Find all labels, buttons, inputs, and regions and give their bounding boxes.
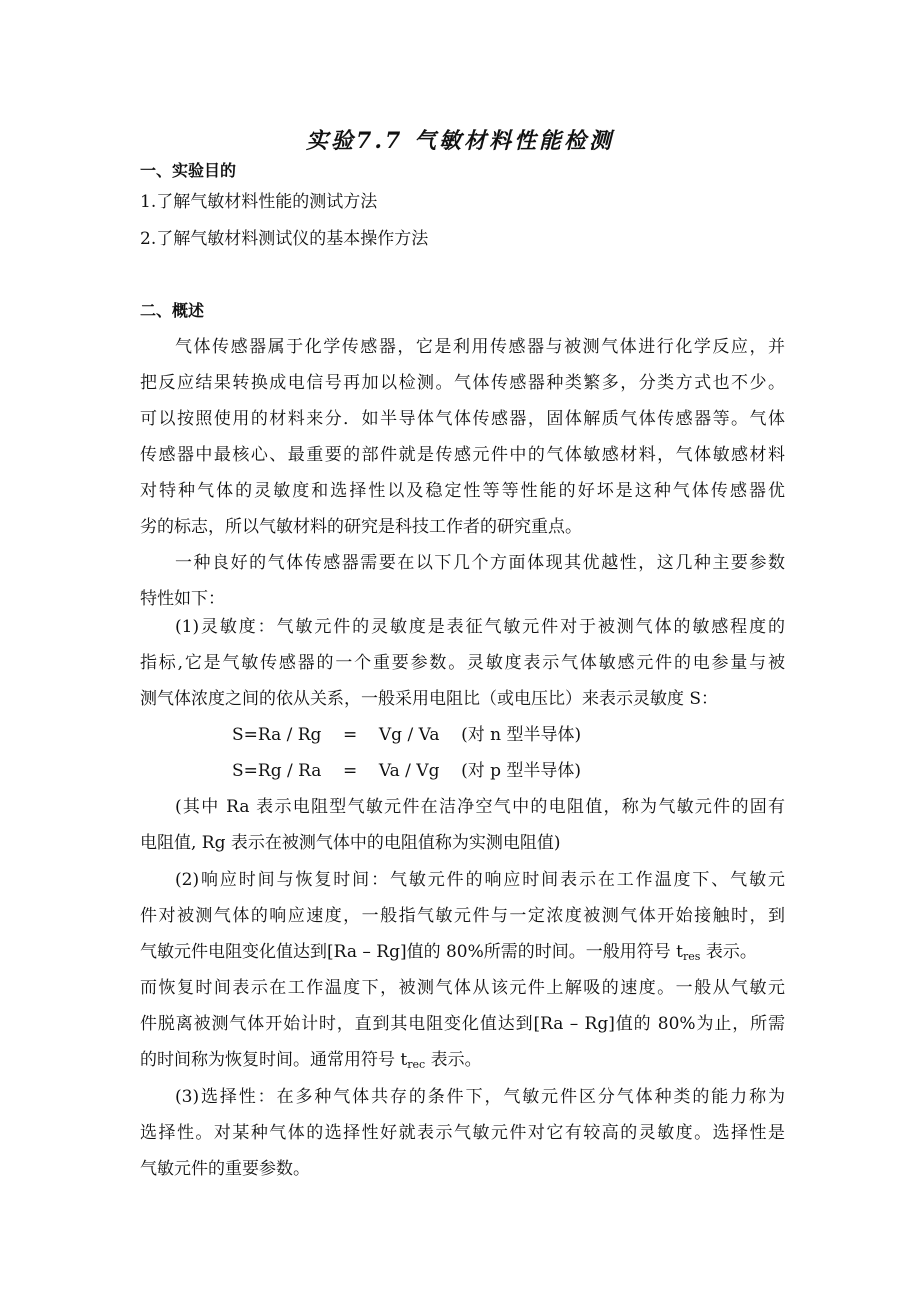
paragraph-line: (3)选择性：在多种气体共存的条件下，气敏元件区分气体种类的能力称为 [175, 1087, 785, 1107]
paragraph-line: 气敏元件电阻变化值达到[Ra – Rg]值的 80%所需的时间。一般用符号 $t_{res}$ 表示。 [140, 942, 757, 963]
paragraph-line: 而恢复时间表示在工作温度下，被测气体从该元件上解吸的速度。一般从气敏元 [140, 978, 785, 998]
paragraph-line: 选择性。对某种气体的选择性好就表示气敏元件对它有较高的灵敏度。选择性是 [140, 1123, 785, 1143]
paragraph-line: 气敏元件的重要参数。 [140, 1159, 310, 1179]
recovery-time-subscript: rec [407, 1058, 426, 1071]
paragraph-line: 对特种气体的灵敏度和选择性以及稳定性等等性能的好坏是这种气体传感器优 [140, 481, 785, 501]
paragraph-line: 件脱离被测气体开始计时，直到其电阻变化值达到[Ra – Rg]值的 80%为止，所需 [140, 1014, 785, 1034]
purpose-item-1: 1.了解气敏材料性能的测试方法 [140, 192, 378, 212]
paragraph-line: 把反应结果转换成电信号再加以检测。气体传感器种类繁多，分类方式也不少。 [140, 373, 785, 393]
paragraph-line: 一种良好的气体传感器需要在以下几个方面体现其优越性，这几种主要参数 [175, 553, 785, 573]
paragraph-line: 气体传感器属于化学传感器，它是利用传感器与被测气体进行化学反应，并 [175, 337, 785, 357]
paragraph-line: 劣的标志，所以气敏材料的研究是科技工作者的研究重点。 [140, 517, 582, 537]
paragraph-line: (其中 Ra 表示电阻型气敏元件在洁净空气中的电阻值，称为气敏元件的固有 [175, 797, 785, 817]
response-time-subscript: res [683, 950, 701, 963]
purpose-item-2: 2.了解气敏材料测试仪的基本操作方法 [140, 229, 429, 249]
section-heading-purpose: 一、实验目的 [140, 161, 237, 180]
paragraph-line: (2)响应时间与恢复时间：气敏元件的响应时间表示在工作温度下、气敏元 [175, 870, 785, 890]
paragraph-line: 的时间称为恢复时间。通常用符号 $t_{rec}$ 表示。 [140, 1050, 482, 1071]
paragraph-line: 指标,它是气敏传感器的一个重要参数。灵敏度表示气体敏感元件的电参量与被 [140, 653, 785, 673]
paragraph-line: 件对被测气体的响应速度，一般指气敏元件与一定浓度被测气体开始接触时，到 [140, 906, 785, 926]
sensitivity-formula-n-type: S=Ra / Rg = Vg / Va (对 n 型半导体) [232, 725, 582, 745]
paragraph-line: 电阻值, Rg 表示在被测气体中的电阻值称为实测电阻值) [140, 833, 561, 853]
sensitivity-formula-p-type: S=Rg / Ra = Va / Vg (对 p 型半导体) [232, 761, 582, 781]
paragraph-line: 特性如下： [140, 589, 225, 609]
paragraph-line: 可以按照使用的材料来分．如半导体气体传感器，固体解质气体传感器等。气体 [140, 409, 785, 429]
section-heading-overview: 二、概述 [140, 301, 205, 320]
page-title: 实验7.7 气敏材料性能检测 [306, 128, 614, 154]
paragraph-line: 测气体浓度之间的依从关系，一般采用电阻比（或电压比）来表示灵敏度 S： [140, 689, 719, 709]
paragraph-line: 传感器中最核心、最重要的部件就是传感元件中的气体敏感材料，气体敏感材料 [140, 445, 785, 465]
paragraph-line: (1)灵敏度：气敏元件的灵敏度是表征气敏元件对于被测气体的敏感程度的 [175, 617, 785, 637]
